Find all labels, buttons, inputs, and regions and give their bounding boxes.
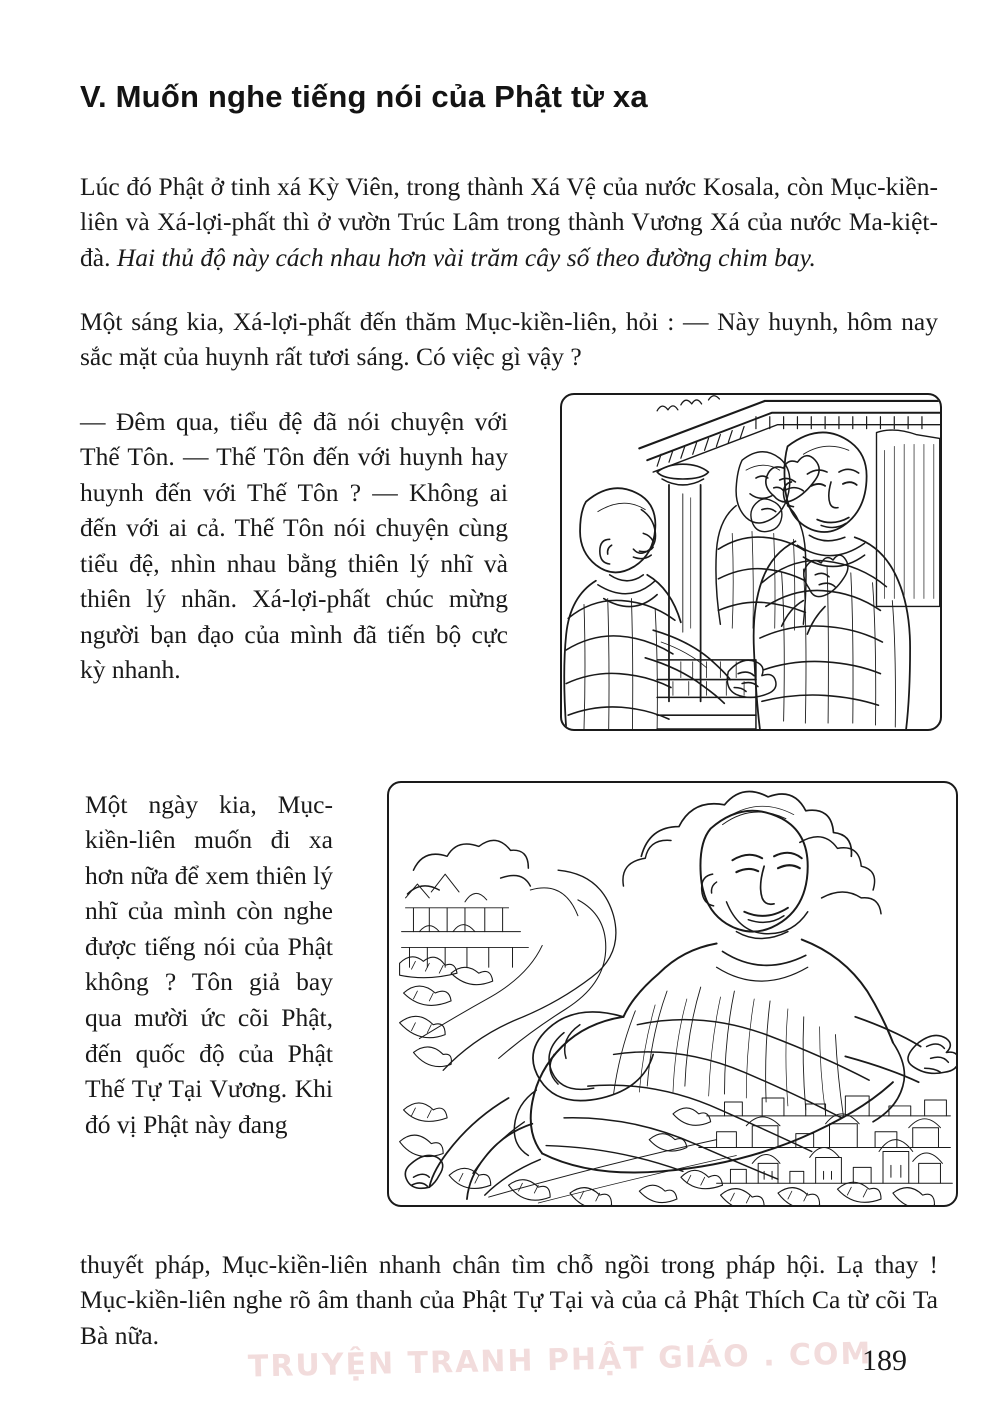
closing-paragraph: thuyết pháp, Mục-kiền-liên nhanh chân tìm chỗ ngồi trong pháp hội. Lạ thay ! Mục-kiền-liên nghe rõ âm thanh của Phật Tự Tại và của cả Phật Thích Ca từ cõi Ta Bà nữa. [80,1249,938,1350]
site-watermark: TRUYỆN TRANH PHẬT GIÁO . COM [247,1336,873,1385]
dialogue-paragraph: — Đêm qua, tiểu đệ đã nói chuyện với Thế Tôn. — Thế Tôn đến với huynh hay huynh đến với Thế Tôn ? — Không ai đến với ai cả. Thế Tôn nói chuyện cùng tiểu đệ, nhìn nhau bằng thiên lý nhĩ và thiên lý nhãn. Xá-lợi-phất chúc mừng người bạn đạo của mình đã tiến bộ cực kỳ nhanh. [80,406,508,684]
intro-paragraph [80,169,938,276]
visit-paragraph: Một sáng kia, Xá-lợi-phất đến thăm Mục-kiền-liên, hỏi : — Này huynh, hôm nay sắc mặt của huynh rất tươi sáng. Có việc gì vậy ? [80,306,938,371]
page-number: 189 [862,1344,907,1377]
monk-flying-drawing [389,783,956,1205]
page-title: V. Muốn nghe tiếng nói của Phật từ xa [80,78,648,114]
illustration-monk-flying [387,781,958,1207]
illustration-monks-conversation [560,393,942,731]
intro-paragraph-italic: Hai thủ độ này cách nhau hơn vài trăm cây số theo đường chim bay. [116,242,816,272]
intro-paragraph-roman: Lúc đó Phật ở tinh xá Kỳ Viên, trong thành Xá Vệ của nước Kosala, còn Mục-kiền-liên và Xá-lợi-phất thì ở vườn Trúc Lâm trong thành Vương Xá của nước Ma-kiệt-đà. [80,171,938,272]
flight-paragraph: Một ngày kia, Mục-kiền-liên muốn đi xa hơn nữa để xem thiên lý nhĩ của mình còn nghe được tiếng nói của Phật không ? Tôn giả bay qua mười ức cõi Phật, đến quốc độ của Phật Thế Tự Tại Vương. Khi đó vị Phật này đang [85,789,333,1139]
monks-conversation-drawing [562,395,940,729]
